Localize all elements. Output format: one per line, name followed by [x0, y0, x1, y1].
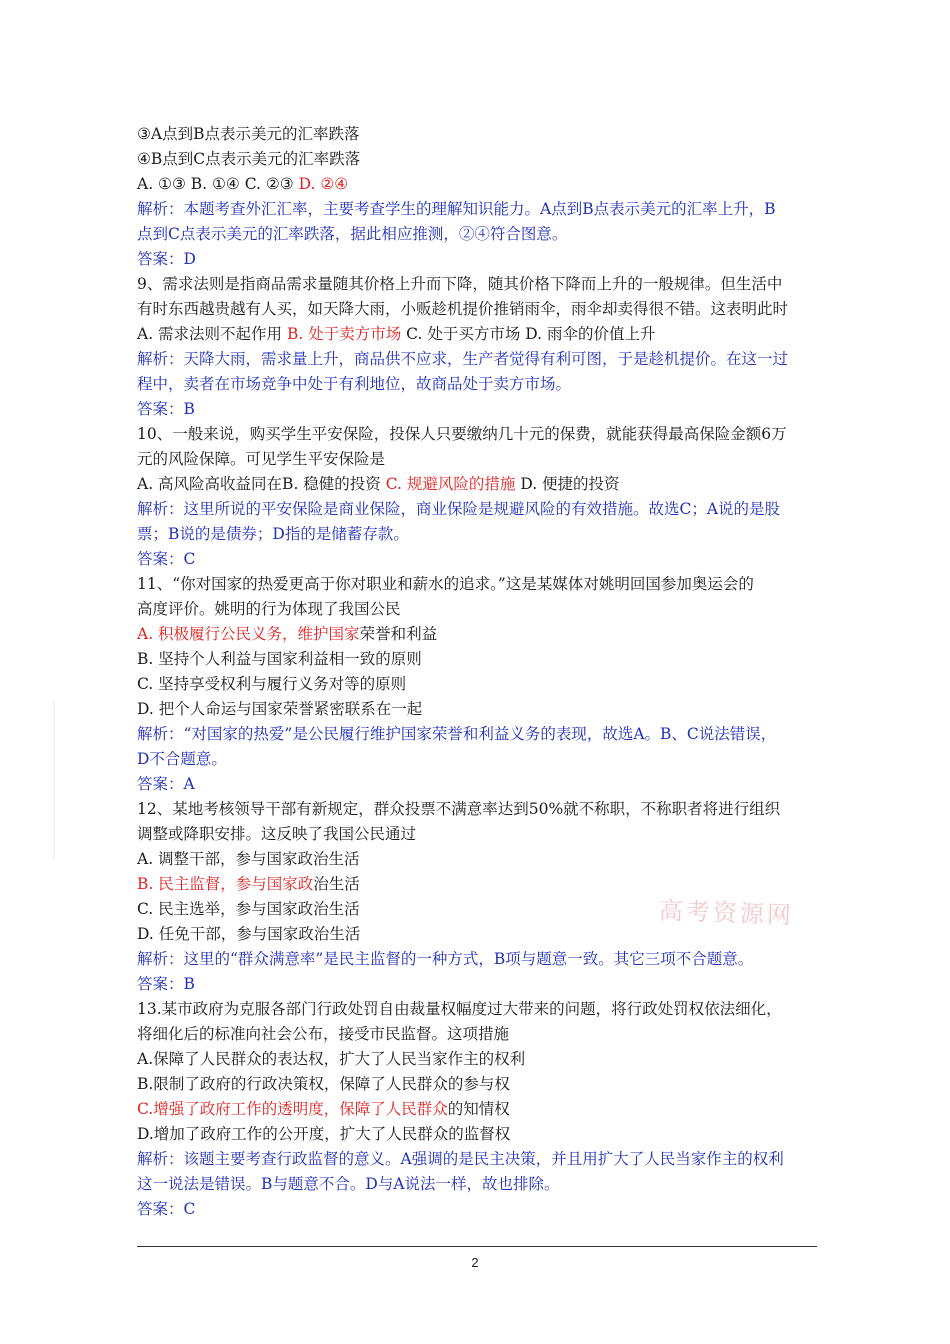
text-segment: 解析：这里所说的平安保险是商业保险，商业保险是规避风险的有效措施。故选C；A说的是股 — [137, 500, 781, 518]
text-line — [137, 847, 817, 872]
text-line — [137, 972, 817, 997]
text-line — [137, 1122, 817, 1147]
text-segment: ③A点到B点表示美元的汇率跌落 — [137, 125, 360, 143]
text-line — [137, 1197, 817, 1222]
text-line — [137, 247, 817, 272]
text-line — [137, 997, 817, 1022]
text-segment: B. 处于卖方市场 — [286, 325, 402, 343]
text-line — [137, 397, 817, 422]
text-line — [137, 147, 817, 172]
text-line — [137, 797, 817, 822]
text-segment: 调整或降职安排。这反映了我国公民通过 — [137, 825, 417, 843]
text-segment: 解析：天降大雨，需求量上升，商品供不应求，生产者觉得有利可图，于是趁机提价。在这一过 — [137, 350, 789, 368]
text-segment: 的知情权 — [447, 1100, 510, 1118]
margin-artifact — [53, 700, 55, 860]
text-segment: 答案：B — [137, 975, 195, 993]
text-line — [137, 197, 817, 222]
text-segment: A. 高风险高收益同在B. 稳健的投资 — [137, 475, 386, 493]
text-segment: 将细化后的标准向社会公布，接受市民监督。这项措施 — [137, 1025, 510, 1043]
text-segment: 高度评价。姚明的行为体现了我国公民 — [137, 600, 401, 618]
text-line — [137, 1047, 817, 1072]
text-segment: 有时东西越贵越有人买，如天降大雨，小贩趁机提价推销雨伞，雨伞却卖得很不错。这表明此时 — [137, 300, 789, 318]
text-line — [137, 1072, 817, 1097]
text-segment: 答案：D — [137, 250, 196, 268]
text-line — [137, 372, 817, 397]
text-line — [137, 322, 817, 347]
text-segment: ④B点到C点表示美元的汇率跌落 — [137, 150, 361, 168]
text-segment: C. 处于买方市场 D. 雨伞的价值上升 — [401, 325, 656, 343]
text-segment: A. 需求法则不起作用 — [137, 325, 287, 343]
text-line — [137, 697, 817, 722]
page-number: 2 — [471, 1255, 479, 1270]
text-segment: 解析：该题主要考查行政监督的意义。A强调的是民主决策，并且用扩大了人民当家作主的权利 — [137, 1150, 784, 1168]
text-line — [137, 522, 817, 547]
text-line — [137, 647, 817, 672]
document-body — [137, 122, 817, 1222]
text-line — [137, 122, 817, 147]
text-line — [137, 772, 817, 797]
text-segment: D. ②④ — [298, 175, 349, 193]
text-line — [137, 722, 817, 747]
text-line — [137, 297, 817, 322]
text-line — [137, 172, 817, 197]
text-segment: B. 坚持个人利益与国家利益相一致的原则 — [137, 650, 422, 668]
text-line — [137, 547, 817, 572]
text-segment: D. 便捷的投资 — [515, 475, 620, 493]
text-segment: C.增强了政府工作的透明度，保障了人民群众 — [137, 1100, 448, 1118]
text-line — [137, 672, 817, 697]
text-segment: A. ①③ B. ①④ C. ②③ — [137, 175, 299, 193]
text-segment: C. 规避风险的措施 — [385, 475, 516, 493]
text-segment: B. 民主监督，参与国家政 — [137, 875, 314, 893]
text-segment: D. 把个人命运与国家荣誉紧密联系在一起 — [137, 700, 423, 718]
text-line — [137, 747, 817, 772]
text-line — [137, 822, 817, 847]
text-line — [137, 622, 817, 647]
text-line — [137, 272, 817, 297]
text-segment: 11、“你对国家的热爱更高于你对职业和薪水的追求。”这是某媒体对姚明回国参加奥运会的 — [137, 575, 754, 593]
text-segment: D不合题意。 — [137, 750, 227, 768]
text-line — [137, 1172, 817, 1197]
text-segment: 解析：本题考查外汇汇率，主要考查学生的理解知识能力。A点到B点表示美元的汇率上升，B — [137, 200, 776, 218]
text-segment: 10、一般来说，购买学生平安保险，投保人只要缴纳几十元的保费，就能获得最高保险金额6万 — [137, 425, 787, 443]
text-line — [137, 347, 817, 372]
text-segment: 解析：这里的“群众满意率”是民主监督的一种方式，B项与题意一致。其它三项不合题意。 — [137, 950, 754, 968]
watermark: 高考资源网 — [658, 896, 795, 930]
text-segment: 点到C点表示美元的汇率跌落，据此相应推测，②④符合图意。 — [137, 225, 568, 243]
text-segment: 答案：B — [137, 400, 195, 418]
text-segment: 程中，卖者在市场竞争中处于有利地位，故商品处于卖方市场。 — [137, 375, 572, 393]
text-line — [137, 472, 817, 497]
text-segment: 答案：C — [137, 1200, 196, 1218]
text-line — [137, 1097, 817, 1122]
text-segment: 答案：C — [137, 550, 196, 568]
text-segment: B.限制了政府的行政决策权，保障了人民群众的参与权 — [137, 1075, 510, 1093]
text-segment: A.保障了人民群众的表达权，扩大了人民当家作主的权利 — [137, 1050, 526, 1068]
text-segment: 13.某市政府为克服各部门行政处罚自由裁量权幅度过大带来的问题，将行政处罚权依法细化， — [137, 1000, 782, 1018]
text-segment: 这一说法是错误。B与题意不合。D与A说法一样，故也排除。 — [137, 1175, 560, 1193]
text-line — [137, 422, 817, 447]
text-segment: 解析：“对国家的热爱”是公民履行维护国家荣誉和利益义务的表现，故选A。B、C说法错误， — [137, 725, 777, 743]
text-segment: D.增加了政府工作的公开度，扩大了人民群众的监督权 — [137, 1125, 511, 1143]
text-segment: 12、某地考核领导干部有新规定，群众投票不满意率达到50%就不称职，不称职者将进行组织 — [137, 800, 781, 818]
text-segment: 元的风险保障。可见学生平安保险是 — [137, 450, 386, 468]
text-segment: 9、需求法则是指商品需求量随其价格上升而下降，随其价格下降而上升的一般规律。但生活中 — [137, 275, 783, 293]
text-segment: C. 民主选举，参与国家政治生活 — [137, 900, 360, 918]
text-line — [137, 222, 817, 247]
text-line — [137, 447, 817, 472]
text-segment: 治生活 — [313, 875, 360, 893]
text-line — [137, 947, 817, 972]
text-line — [137, 497, 817, 522]
text-segment: 荣誉和利益 — [359, 625, 438, 643]
text-segment: 答案：A — [137, 775, 195, 793]
text-segment: 票；B说的是债券；D指的是储蓄存款。 — [137, 525, 409, 543]
text-segment: C. 坚持享受权利与履行义务对等的原则 — [137, 675, 407, 693]
text-segment: A. 调整干部，参与国家政治生活 — [137, 850, 360, 868]
text-segment: A. 积极履行公民义务，维护国家 — [137, 625, 360, 643]
text-line — [137, 1147, 817, 1172]
text-line — [137, 597, 817, 622]
footer-rule — [137, 1246, 817, 1247]
text-line — [137, 572, 817, 597]
text-segment: D. 任免干部，参与国家政治生活 — [137, 925, 361, 943]
text-line — [137, 1022, 817, 1047]
